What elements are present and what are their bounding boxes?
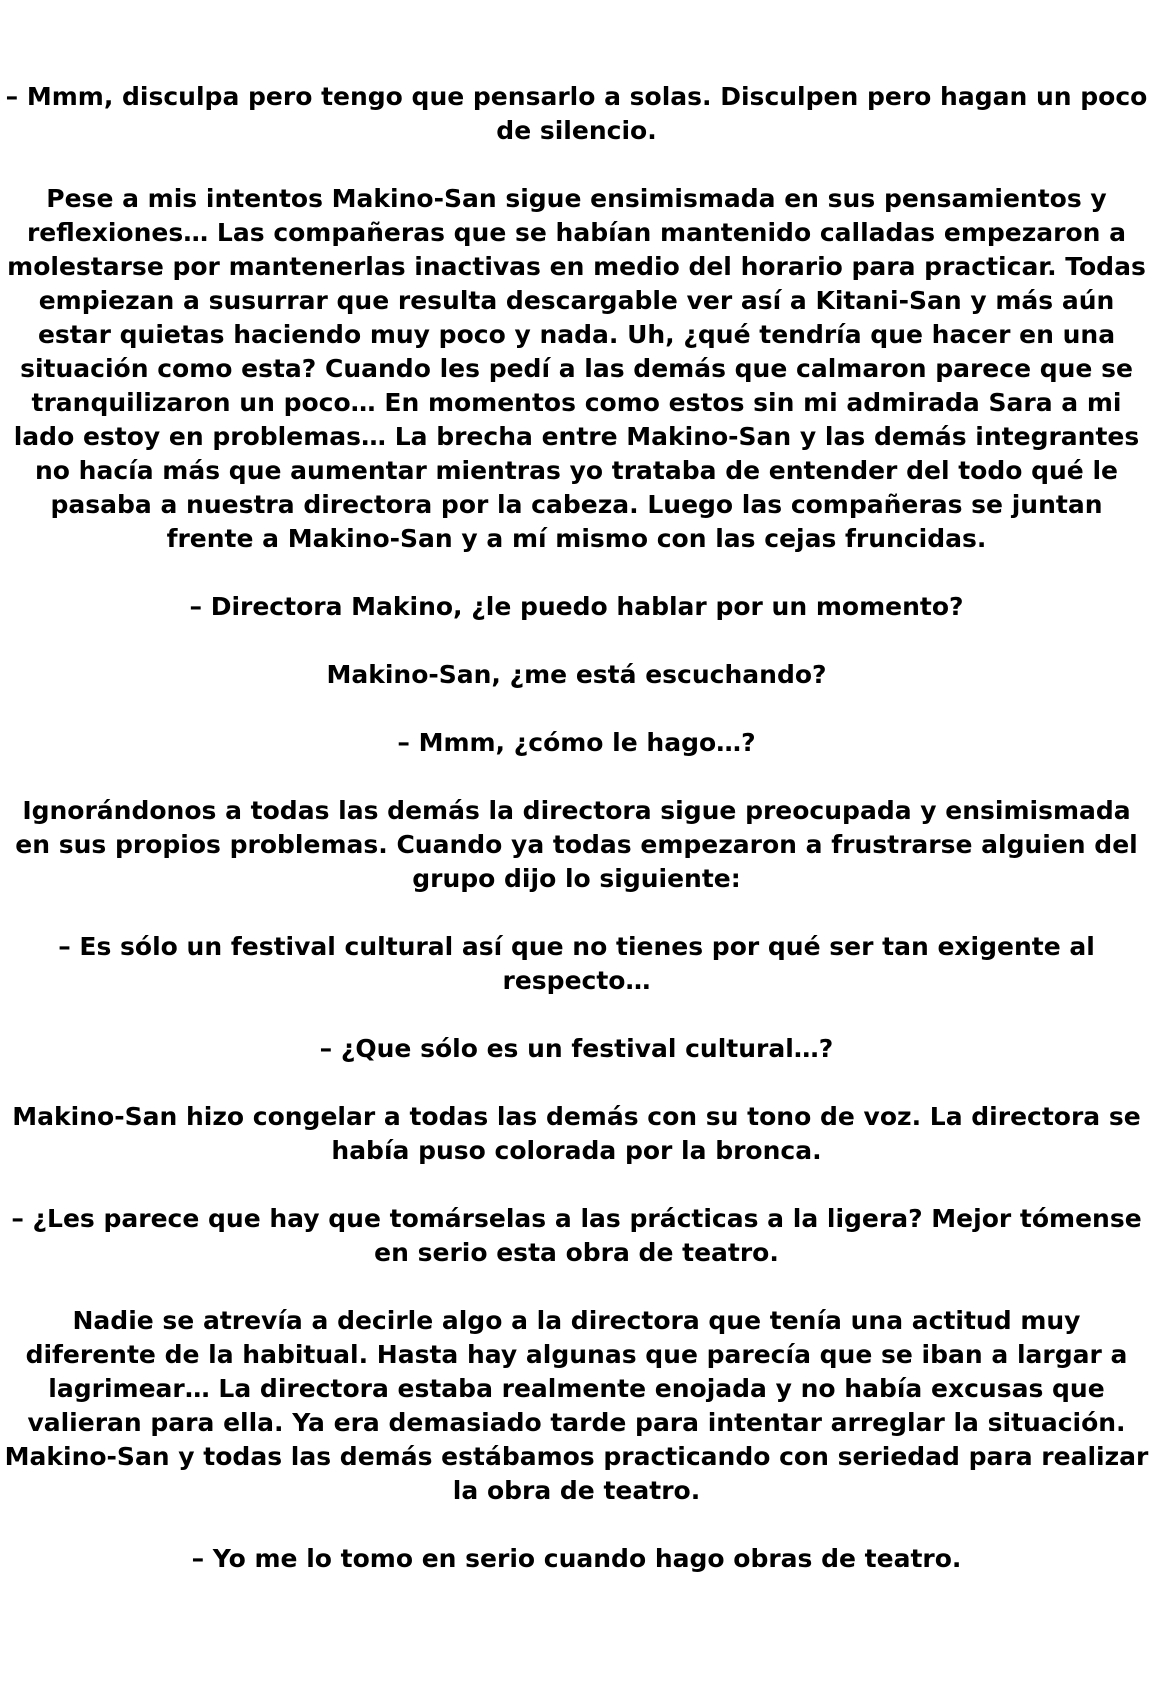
dialogue-line: Makino-San, ¿me está escuchando? — [326, 660, 827, 689]
narration-paragraph: Ignorándonos a todas las demás la directora sigue preocupada y ensimismada en sus propios problemas. Cuando ya todas empezaron a frustrarse alguien del grupo dijo lo siguiente: — [15, 796, 1138, 893]
dialogue-line: – Yo me lo tomo en serio cuando hago obras de teatro. — [191, 1544, 962, 1573]
narration-paragraph: Pese a mis intentos Makino-San sigue ensimismada en sus pensamientos y reflexiones… Las compañeras que se habían mantenido calladas empezaron a molestarse por mantenerlas inactivas en medio del horario para practicar. Todas empiezan a susurrar que resulta descargable ver así a Kitani-San y más aún estar quietas haciendo muy poco y nada. Uh, ¿qué tendría que hacer en una situación como esta? Cuando les pedí a las demás que calmaron parece que se tranquilizaron un poco… En momentos como estos sin mi admirada Sara a mi lado estoy en problemas… La brecha entre Makino-San y las demás integrantes no hacía más que aumentar mientras yo trataba de entender del todo qué le pasaba a nuestra directora por la cabeza. Luego las compañeras se juntan frente a Makino-San y a mí mismo con las cejas fruncidas. — [7, 184, 1146, 553]
dialogue-line: – ¿Les parece que hay que tomárselas a las prácticas a la ligera? Mejor tómense en serio esta obra de teatro. — [11, 1204, 1142, 1267]
dialogue-line: – Mmm, disculpa pero tengo que pensarlo a solas. Disculpen pero hagan un poco de silencio. — [5, 82, 1148, 145]
document-page — [0, 80, 1153, 1610]
dialogue-line: – ¿Que sólo es un festival cultural…? — [319, 1034, 834, 1063]
narration-paragraph: Makino-San hizo congelar a todas las demás con su tono de voz. La directora se había puso colorada por la bronca. — [12, 1102, 1141, 1165]
dialogue-line: – Directora Makino, ¿le puedo hablar por un momento? — [189, 592, 964, 621]
dialogue-line: – Mmm, ¿cómo le hago…? — [397, 728, 756, 757]
dialogue-line: – Es sólo un festival cultural así que no tienes por qué ser tan exigente al respecto… — [58, 932, 1095, 995]
narration-paragraph: Nadie se atrevía a decirle algo a la directora que tenía una actitud muy diferente de la habitual. Hasta hay algunas que parecía que se iban a largar a lagrimear… La directora estaba realmente enojada y no había excusas que valieran para ella. Ya era demasiado tarde para intentar arreglar la situación. Makino-San y todas las demás estábamos practicando con seriedad para realizar la obra de teatro. — [4, 1306, 1149, 1505]
